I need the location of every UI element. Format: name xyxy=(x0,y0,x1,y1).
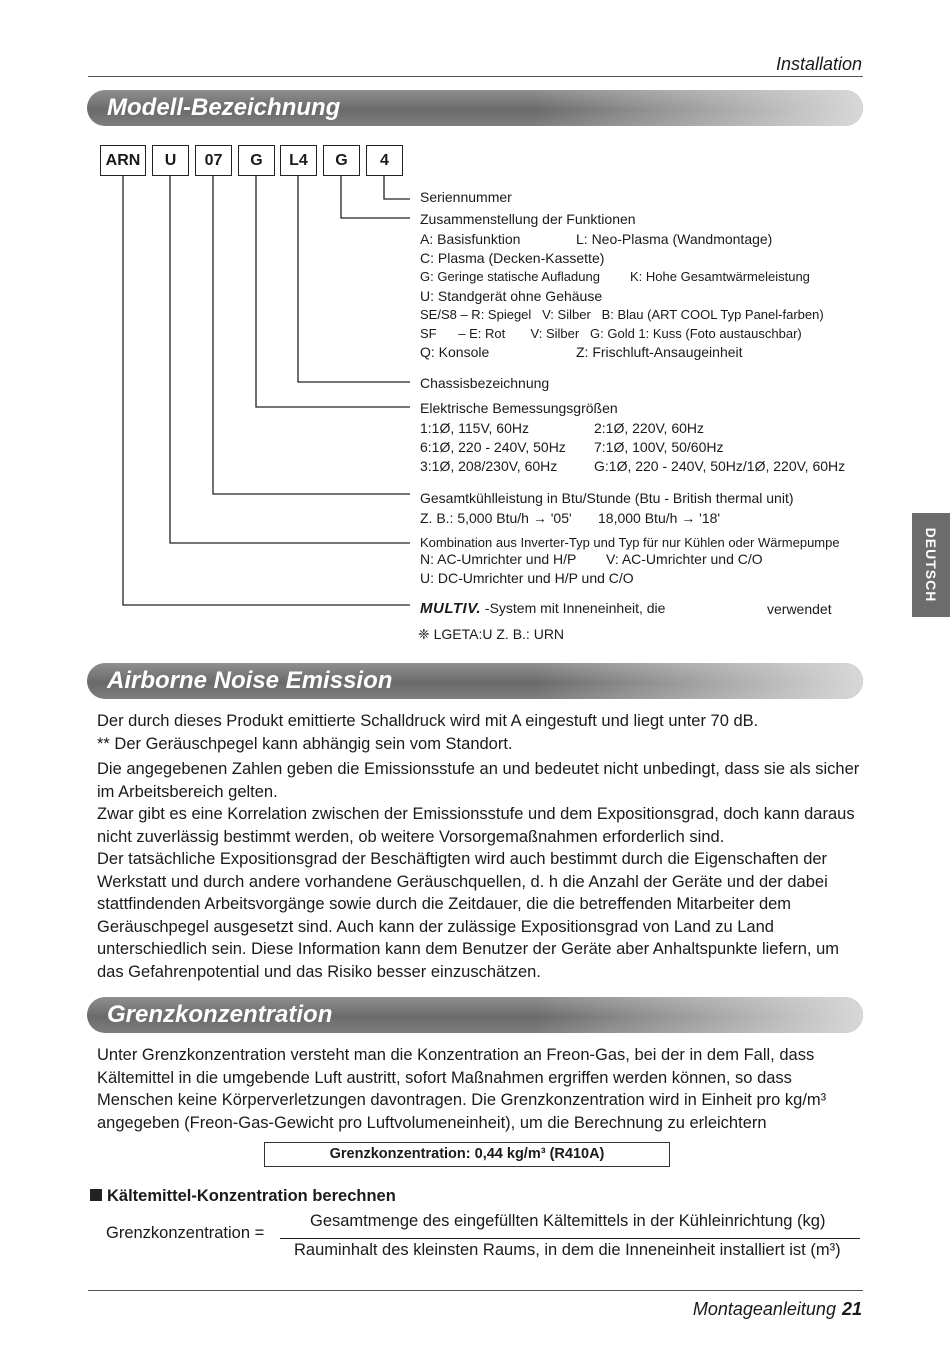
code-box-2: U xyxy=(152,145,189,176)
calc-heading-text: Kältemittel-Konzentration berechnen xyxy=(107,1187,396,1205)
label-f-c: C: Plasma (Decken-Kassette) xyxy=(420,250,605,266)
label-e6: 6:1Ø, 220 - 240V, 50Hz xyxy=(420,439,566,455)
formula-label: Grenzkonzentration = xyxy=(106,1224,265,1242)
label-combo-title: Kombination aus Inverter-Typ und Typ für nur Kühlen oder Wärmepumpe xyxy=(420,535,840,550)
label-functions-title: Zusammenstellung der Funktionen xyxy=(420,211,636,227)
limit-p1: Unter Grenzkonzentration versteht man die Konzentration an Freon-Gas, bei der in dem Fall, dass Kältemittel in die umgebende Luft austritt, sofort Maßnahmen ergriffen werden können, so dass Menschen keine Körperverletzungen davontragen. Die Grenzkonzentration wird in Einheit pro kg/m³ angegeben (Freon-Gas-Gewicht pro Luftvolumeneinheit), um die Berechnung zu erleichtern xyxy=(97,1046,827,1132)
formula-numerator: Gesamtmenge des eingefüllten Kältemittels in der Kühleinrichtung (kg) xyxy=(310,1212,826,1230)
footer-rule xyxy=(88,1290,863,1291)
connector-combo xyxy=(170,176,410,543)
section-title-noise: Airborne Noise Emission xyxy=(107,667,393,694)
language-side-tab xyxy=(912,513,950,617)
section-bar-limit xyxy=(87,997,863,1033)
label-f-se: SE/S8 – R: Spiegel V: Silber B: Blau (ART COOL Typ Panel-farben) xyxy=(420,307,824,322)
multiv-text: -System mit Inneneinheit, die xyxy=(481,600,666,616)
footer-label: Montageanleitung xyxy=(692,1299,836,1319)
noise-p2: ** Der Geräuschpegel kann abhängig sein vom Standort. xyxy=(97,734,513,753)
side-tab-label: DEUTSCH xyxy=(923,527,939,603)
connector-serial xyxy=(384,176,410,199)
label-f-l: L: Neo-Plasma (Wandmontage) xyxy=(576,231,773,247)
label-brand-used: verwendet xyxy=(767,601,832,617)
label-cooling-ex2: 18,000 Btu/h → '18' xyxy=(598,510,721,526)
label-f-g: G: Geringe statische Aufladung xyxy=(420,269,600,284)
label-chassis: Chassisbezeichnung xyxy=(420,375,550,391)
label-f-q: Q: Konsole xyxy=(420,344,490,360)
code-box-1: ARN xyxy=(100,145,146,176)
noise-p4: Zwar gibt es eine Korrelation zwischen der Emissionsstufe und dem Expositionsgrad, doch kann daraus nicht zuverlässig bestimmt werden, ob weitere Vorsorgemaßnahmen erforderlich sind. xyxy=(97,805,855,846)
label-e3: 3:1Ø, 208/230V, 60Hz xyxy=(420,458,558,474)
label-f-sf: SF – E: Rot V: Silber G: Gold 1: Kuss (Foto austauschbar) xyxy=(420,326,802,341)
label-eg: G:1Ø, 220 - 240V, 50Hz/1Ø, 220V, 60Hz xyxy=(594,458,846,474)
section-bar-noise xyxy=(87,663,863,699)
limit-text xyxy=(97,1044,867,1134)
label-electric-title: Elektrische Bemessungsgrößen xyxy=(420,400,618,416)
connector-functions xyxy=(341,176,410,218)
noise-p3: Die angegebenen Zahlen geben die Emissionsstufe an und bedeutet nicht unbedingt, dass sie als sicher im Arbeitsbereich gelten. xyxy=(97,760,860,801)
connector-chassis xyxy=(298,176,410,382)
label-brand-line xyxy=(420,600,665,617)
header-section-label: Installation xyxy=(775,54,862,74)
label-cooling-title: Gesamtkühlleistung in Btu/Stunde (Btu - British thermal unit) xyxy=(420,490,794,506)
multiv-logo: MULTIV. xyxy=(420,600,482,617)
code-box-4: G xyxy=(238,145,275,176)
label-e1: 1:1Ø, 115V, 60Hz xyxy=(420,420,529,436)
label-e7: 7:1Ø, 100V, 50/60Hz xyxy=(594,439,724,455)
label-f-z: Z: Frischluft-Ansaugeinheit xyxy=(576,344,743,360)
code-box-3: 07 xyxy=(195,145,232,176)
label-serial: Seriennummer xyxy=(420,189,512,205)
code-box-5: L4 xyxy=(280,145,317,176)
code-box-6: G xyxy=(323,145,360,176)
noise-p5: Der tatsächliche Expositionsgrad der Beschäftigten wird auch bestimmt durch die Eigenschaften der Werkstatt und durch andere vorhandene Geräuschquellen, d. h die Anzahl der Geräte und der dabei stattfindenden Arbeitsvorgänge sowie durch die Zeitdauer, die die betreffenden Mitarbeiter dem Geräuschpegel ausgesetzt sind. Auch kann der zulässige Expositionsgrad von Land zu Land unterschiedlich sein. Diese Information kann dem Benutzer der Geräte aber Anhaltspunkte liefern, um das Gefahrenpotential und das Risiko besser einzuschätzen. xyxy=(97,850,839,981)
footer xyxy=(693,1299,862,1320)
label-combo-n: N: AC-Umrichter und H/P xyxy=(420,551,577,567)
formula-denominator: Rauminhalt des kleinsten Raums, in dem die Inneneinheit installiert ist (m³) xyxy=(294,1241,841,1259)
noise-p1: Der durch dieses Produkt emittierte Schalldruck wird mit A eingestuft und liegt unter 70 dB. xyxy=(97,712,759,730)
square-bullet-icon xyxy=(90,1189,102,1201)
noise-text xyxy=(97,710,867,983)
page-number: 21 xyxy=(841,1299,862,1319)
limit-value-box: Grenzkonzentration: 0,44 kg/m³ (R410A) xyxy=(264,1142,670,1167)
connector-cooling xyxy=(213,176,410,494)
connector-brand xyxy=(123,176,410,605)
label-e2: 2:1Ø, 220V, 60Hz xyxy=(594,420,705,436)
calc-heading xyxy=(90,1187,396,1206)
label-combo-v: V: AC-Umrichter und C/O xyxy=(606,551,763,567)
label-f-u: U: Standgerät ohne Gehäuse xyxy=(420,288,603,304)
section-title-model: Modell-Bezeichnung xyxy=(107,94,341,121)
label-lgeta: ❈ LGETA:U Z. B.: URN xyxy=(418,626,565,642)
fraction-line xyxy=(280,1238,860,1239)
section-title-limit: Grenzkonzentration xyxy=(107,1001,333,1028)
label-combo-u: U: DC-Umrichter und H/P und C/O xyxy=(420,570,634,586)
code-box-7: 4 xyxy=(366,145,403,176)
label-f-a: A: Basisfunktion xyxy=(420,231,521,247)
label-cooling-ex1: Z. B.: 5,000 Btu/h → '05' xyxy=(420,510,572,526)
label-f-k: K: Hohe Gesamtwärmeleistung xyxy=(630,269,810,284)
connector-electric xyxy=(256,176,410,407)
